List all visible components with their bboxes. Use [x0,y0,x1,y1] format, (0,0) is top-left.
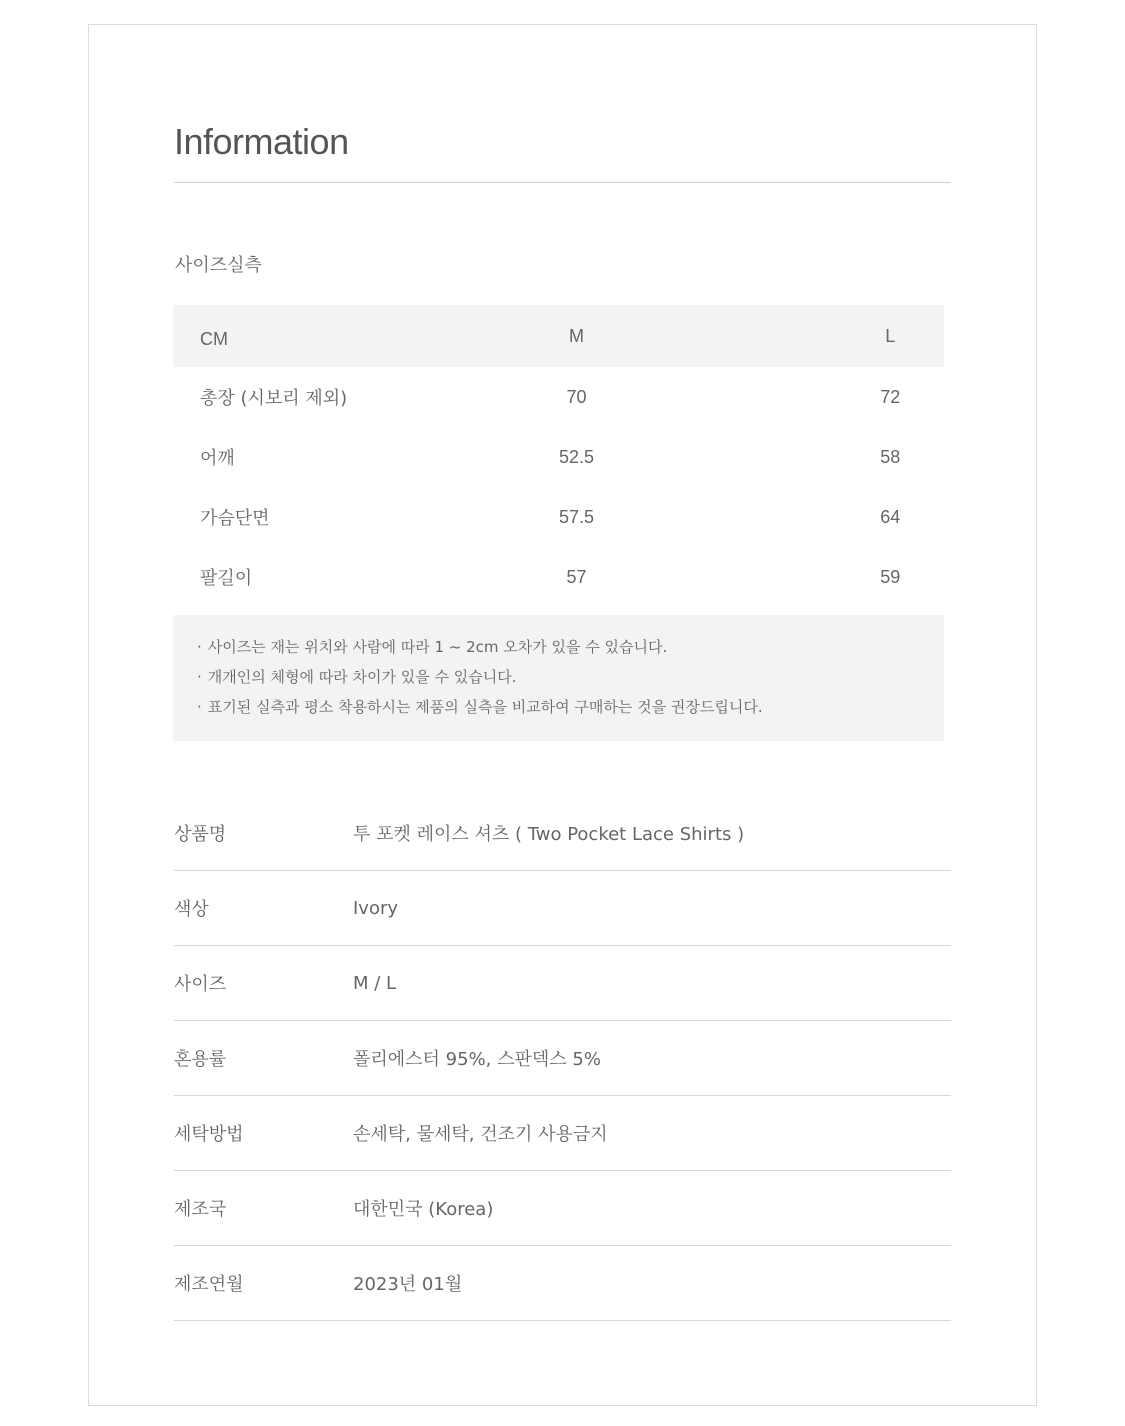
table-row [173,547,944,607]
info-key: 상품명 [174,823,227,845]
size-notes [173,615,944,741]
info-key: 사이즈 [174,974,227,995]
info-key: 혼용률 [174,1049,227,1070]
size-table [173,305,944,607]
value-l: 59 [880,566,901,587]
row-label: 총장 (시보리 제외) [200,388,348,409]
value-m: 57 [566,566,587,587]
row-label: 팔길이 [200,568,253,589]
information-card [88,24,1037,1406]
info-key: 색상 [174,899,209,920]
info-value: 투 포켓 레이스 셔츠 ( Two Pocket Lace Shirts ) [353,823,745,845]
info-row-manufacture-date [174,1246,951,1321]
info-value: 2023년 01월 [353,1274,463,1295]
row-label: 가슴단면 [200,508,270,529]
page-title: Information [174,121,349,162]
note-item: · 개개인의 체형에 따라 차이가 있을 수 있습니다. [197,665,944,695]
note-item: · 표기된 실측과 평소 착용하시는 제품의 실측을 비교하여 구매하는 것을 권장드립니다. [197,695,944,725]
table-row [173,427,944,487]
value-l: 58 [880,446,901,467]
value-l: 64 [880,506,901,527]
info-key: 제조연월 [174,1274,244,1295]
size-section-label: 사이즈실측 [175,255,262,276]
header-unit: CM [173,305,509,367]
info-row-washing [174,1096,951,1171]
info-value: 손세탁, 물세탁, 건조기 사용금지 [353,1124,608,1145]
info-value: 폴리에스터 95%, 스판덱스 5% [353,1049,601,1070]
product-info-list [174,795,951,1321]
info-row-product-name [174,795,951,871]
info-value: 대한민국 (Korea) [353,1199,494,1220]
info-row-material [174,1021,951,1096]
value-m: 57.5 [558,506,594,527]
row-label: 어깨 [200,448,235,469]
note-item: · 사이즈는 재는 위치와 사람에 따라 1 ~ 2cm 오차가 있을 수 있습니다. [197,635,944,665]
title-divider [174,182,951,183]
value-l: 72 [880,386,901,407]
header-size-l: L [837,305,944,367]
info-row-size [174,946,951,1021]
info-row-color [174,871,951,946]
info-row-origin [174,1171,951,1246]
header-size-m: M [509,305,645,367]
info-value: M / L [353,972,397,994]
size-table-header [173,305,944,367]
info-key: 세탁방법 [174,1124,244,1145]
info-key: 제조국 [174,1199,227,1220]
value-m: 52.5 [558,446,594,467]
table-row [173,487,944,547]
table-row [173,367,944,427]
info-value: Ivory [353,897,399,919]
value-m: 70 [566,386,587,407]
